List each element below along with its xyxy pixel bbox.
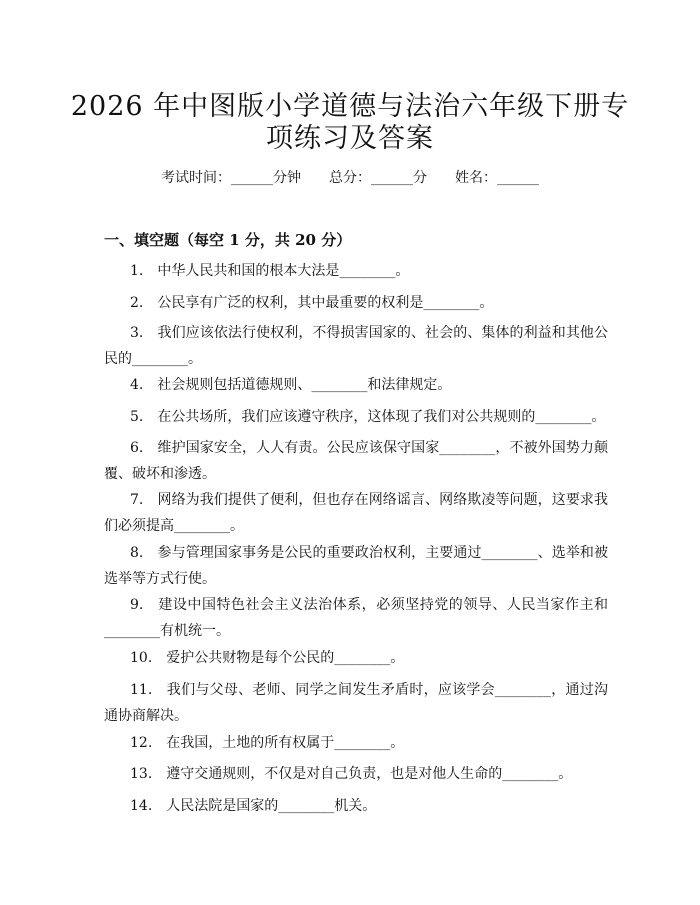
student-name-label: 姓名：______	[455, 170, 539, 186]
question-item: 3. 我们应该依法行使权利，不得损害国家的、社会的、集体的利益和其他公民的________。	[104, 325, 608, 367]
question-item: 10. 爱护公共财物是每个公民的________。	[130, 650, 405, 666]
question-item: 6. 维护国家安全，人人有责。公民应该保守国家________，不被外国势力颠覆、破坏和渗透。	[104, 440, 608, 482]
page-title-line-1: 2026 年中图版小学道德与法治六年级下册专	[70, 91, 630, 122]
section-heading-fill-in-blank: 一、填空题（每空 1 分，共 20 分）	[104, 231, 352, 249]
question-item: 2. 公民享有广泛的权利，其中最重要的权利是________。	[130, 295, 494, 311]
total-score-label: 总分：______分	[329, 170, 427, 186]
question-item: 5. 在公共场所，我们应该遵守秩序，这体现了我们对公共规则的________。	[130, 409, 606, 425]
question-item: 11. 我们与父母、老师、同学之间发生矛盾时，应该学会________，通过沟通协商解决。	[104, 682, 608, 724]
page-title-line-2: 项练习及答案	[266, 123, 434, 154]
question-item: 13. 遵守交通规则，不仅是对自己负责，也是对他人生命的________。	[130, 766, 573, 782]
question-item: 4. 社会规则包括道德规则、________和法律规定。	[130, 377, 452, 393]
question-item: 7. 网络为我们提供了便利，但也存在网络谣言、网络欺凌等问题，这要求我们必须提高________。	[104, 492, 608, 534]
question-item: 1. 中华人民共和国的根本大法是________。	[130, 263, 410, 279]
question-item: 8. 参与管理国家事务是公民的重要政治权利，主要通过________、选举和被选举等方式行使。	[104, 545, 608, 587]
question-item: 9. 建设中国特色社会主义法治体系，必须坚持党的领导、人民当家作主和________有机统一。	[104, 597, 608, 639]
question-item: 14. 人民法院是国家的________机关。	[130, 798, 377, 814]
question-item: 12. 在我国，土地的所有权属于________。	[130, 735, 405, 751]
exam-meta-row	[0, 168, 700, 188]
exam-time-label: 考试时间：______分钟	[161, 170, 301, 186]
